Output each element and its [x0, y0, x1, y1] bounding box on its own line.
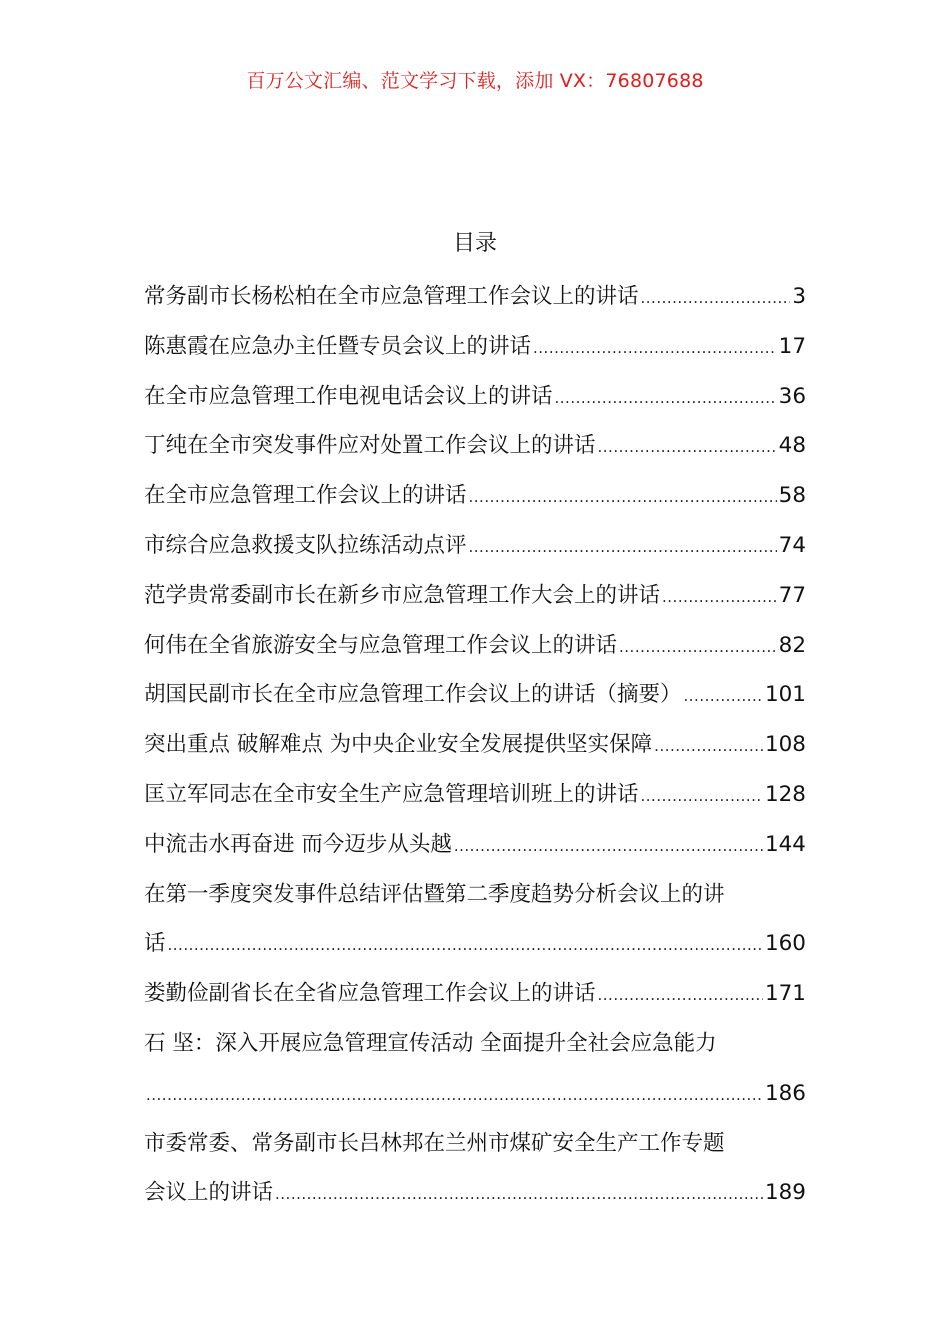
toc-entry[interactable] — [144, 919, 806, 969]
toc-leader-dots — [469, 523, 777, 573]
toc-leader-dots — [454, 822, 763, 872]
toc-entry[interactable] — [144, 372, 806, 422]
toc-entry-page: 82 — [778, 632, 806, 658]
toc-leader-dots — [275, 1170, 763, 1220]
toc-entry-title: 何伟在全省旅游安全与应急管理工作会议上的讲话 — [144, 632, 618, 658]
toc-entry[interactable] — [144, 670, 806, 720]
toc-leader-dots — [533, 324, 777, 374]
header-contact-note: 百万公文汇编、范文学习下载，添加 VX：76807688 — [246, 70, 704, 92]
toc-entry-first-line[interactable] — [144, 1119, 806, 1169]
toc-entry-page: 144 — [764, 831, 806, 857]
toc-entry-page: 3 — [792, 284, 806, 309]
toc-entry-page: 77 — [778, 582, 806, 608]
toc-entry-title: 市综合应急救援支队拉练活动点评 — [144, 532, 467, 558]
toc-entry[interactable] — [144, 272, 806, 322]
toc-entry[interactable] — [144, 322, 806, 372]
toc-entry-title: 突出重点 破解难点 为中央企业安全发展提供坚实保障 — [144, 732, 653, 758]
toc-entry-title: 在第一季度突发事件总结评估暨第二季度趋势分析会议上的讲 — [144, 881, 725, 907]
toc-entry-title: 常务副市长杨松柏在全市应急管理工作会议上的讲话 — [144, 284, 639, 309]
toc-entry-page: 17 — [778, 333, 806, 359]
toc-leader-dots — [641, 772, 763, 822]
toc-entry-page: 189 — [764, 1180, 806, 1206]
toc-leader-dots — [662, 573, 777, 623]
toc-leader-dots — [168, 921, 763, 971]
toc-entry-title: 陈惠霞在应急办主任暨专员会议上的讲话 — [144, 333, 532, 359]
toc-entry-title-continued: 话 — [144, 931, 166, 957]
toc-entry-title: 在全市应急管理工作会议上的讲话 — [144, 483, 467, 509]
toc-entry-page: 160 — [764, 931, 806, 957]
toc-entry-page: 128 — [764, 781, 806, 807]
toc-entry-page: 101 — [764, 682, 806, 708]
toc-entry-title: 在全市应急管理工作电视电话会议上的讲话 — [144, 383, 553, 409]
toc-leader-dots — [641, 274, 791, 324]
toc-entry-page: 58 — [778, 483, 806, 509]
table-of-contents — [144, 272, 806, 1218]
toc-entry-title: 中流击水再奋进 而今迈步从头越 — [144, 831, 452, 857]
toc-entry-first-line[interactable] — [144, 870, 806, 920]
toc-entry-title: 胡国民副市长在全市应急管理工作会议上的讲话（摘要） — [144, 682, 682, 708]
toc-entry[interactable] — [144, 521, 806, 571]
toc-entry-title: 匡立军同志在全市安全生产应急管理培训班上的讲话 — [144, 781, 639, 807]
toc-entry-title-continued: 会议上的讲话 — [144, 1180, 274, 1206]
toc-entry[interactable] — [144, 421, 806, 471]
toc-entry[interactable] — [144, 471, 806, 521]
toc-entry-title: 石 坚：深入开展应急管理宣传活动 全面提升全社会应急能力 — [144, 1030, 717, 1056]
toc-entry[interactable] — [144, 969, 806, 1019]
toc-entry-page: 48 — [778, 433, 806, 459]
toc-leader-dots — [555, 374, 777, 424]
toc-leader-dots — [684, 672, 763, 722]
toc-entry[interactable] — [144, 820, 806, 870]
toc-entry-title: 范学贵常委副市长在新乡市应急管理工作大会上的讲话 — [144, 582, 661, 608]
toc-entry-page: 186 — [764, 1080, 806, 1106]
toc-entry-title: 市委常委、常务副市长吕林邦在兰州市煤矿安全生产工作专题 — [144, 1130, 725, 1156]
toc-entry-page: 36 — [778, 383, 806, 409]
toc-entry[interactable] — [144, 720, 806, 770]
toc-entry[interactable] — [144, 770, 806, 820]
toc-entry[interactable] — [144, 571, 806, 621]
toc-entry-first-line[interactable] — [144, 1019, 806, 1069]
toc-entry-page: 74 — [778, 532, 806, 558]
toc-leader-dots — [598, 423, 777, 473]
toc-leader-dots — [654, 722, 763, 772]
toc-leader-dots — [469, 473, 777, 523]
toc-entry-page: 108 — [764, 732, 806, 758]
toc-leader-dots — [619, 623, 777, 673]
toc-leader-dots — [598, 971, 763, 1021]
toc-entry[interactable] — [144, 621, 806, 671]
toc-title: 目录 — [452, 231, 497, 256]
toc-entry-title: 丁纯在全市突发事件应对处置工作会议上的讲话 — [144, 433, 596, 459]
toc-leader-dots — [146, 1071, 763, 1121]
toc-entry[interactable] — [144, 1069, 806, 1119]
toc-entry[interactable] — [144, 1168, 806, 1218]
toc-entry-page: 171 — [764, 981, 806, 1007]
toc-entry-title: 娄勤俭副省长在全省应急管理工作会议上的讲话 — [144, 981, 596, 1007]
